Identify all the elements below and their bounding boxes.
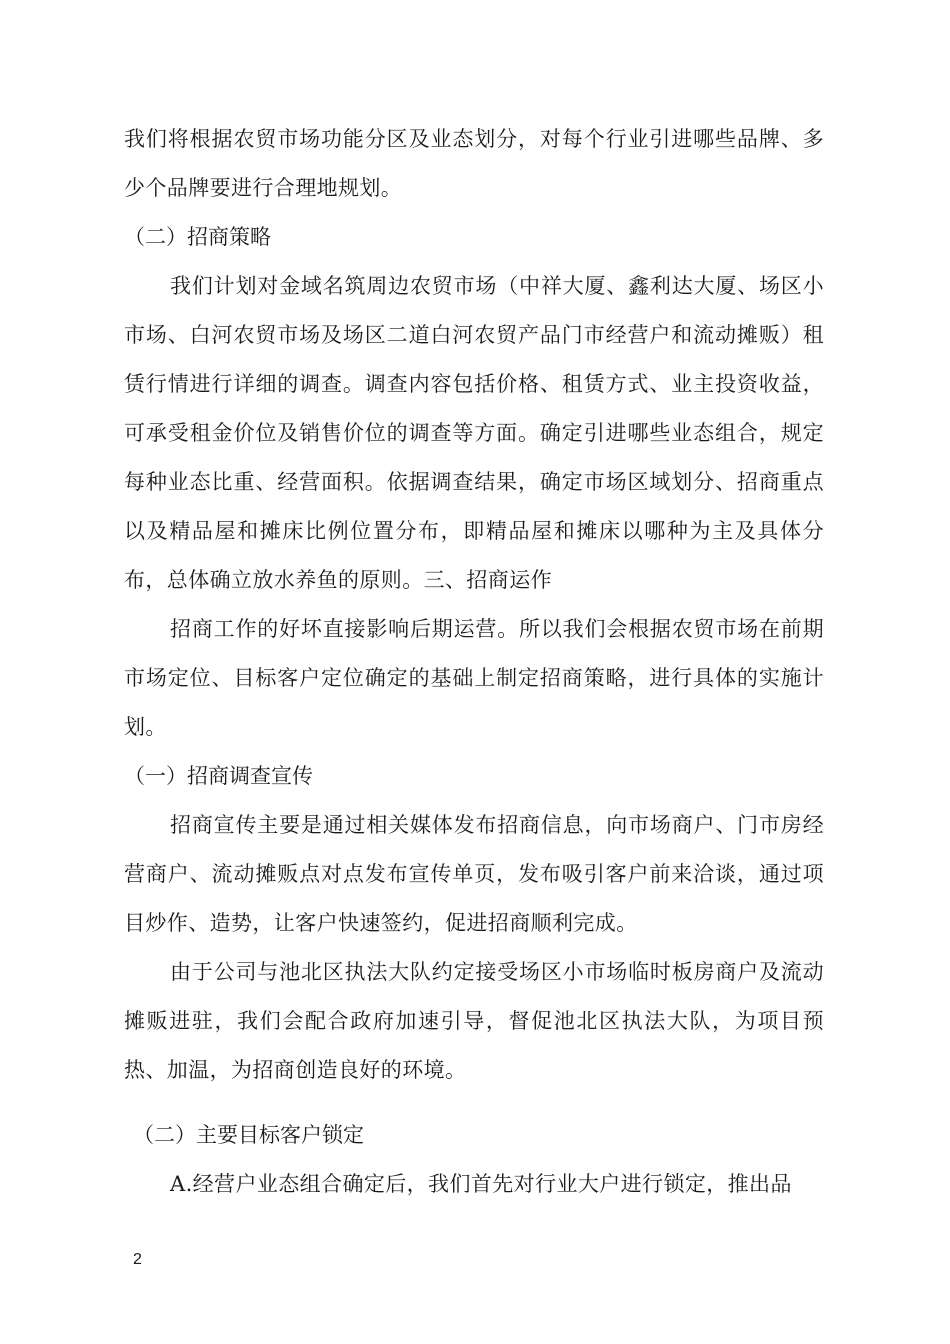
paragraph-tenant-lockin: A.经营户业态组合确定后，我们首先对行业大户进行锁定，推出品	[170, 1172, 792, 1196]
paragraph-promotion-details: 招商宣传主要是通过相关媒体发布招商信息，向市场商户、门市房经营商户、流动摊贩点对点发布宣传单页，发布吸引客户前来洽谈，通过项目炒作、造势，让客户快速签约，促进招商顺利完成。	[124, 813, 824, 935]
paragraph-market-survey: 我们计划对金域名筑周边农贸市场（中祥大厦、鑫利达大厦、场区小市场、白河农贸市场及场区二道白河农贸产品门市经营户和流动摊贩）租赁行情进行详细的调查。调查内容包括价格、租赁方式、业主投资收益，可承受租金价位及销售价位的调查等方面。确定引进哪些业态组合，规定每种业态比重、经营面积。依据调查结果，确定市场区域划分、招商重点以及精品屋和摊床比例位置分布，即精品屋和摊床以哪种为主及具体分布，总体确立放水养鱼的原则。三、招商运作	[124, 274, 824, 592]
paragraph-planning: 我们将根据农贸市场功能分区及业态划分，对每个行业引进哪些品牌、多少个品牌要进行合理地规划。	[124, 127, 824, 200]
page-number: 2	[133, 1251, 142, 1268]
paragraph-government-cooperation: 由于公司与池北区执法大队约定接受场区小市场临时板房商户及流动摊贩进驻，我们会配合政府加速引导，督促池北区执法大队，为项目预热、加温，为招商创造良好的环境。	[124, 960, 824, 1082]
paragraph-investment-operation: 招商工作的好坏直接影响后期运营。所以我们会根据农贸市场在前期市场定位、目标客户定位确定的基础上制定招商策略，进行具体的实施计划。	[124, 617, 824, 739]
heading-investment-strategy: （二）招商策略	[124, 225, 271, 249]
heading-survey-promotion: （一）招商调查宣传	[124, 764, 313, 788]
heading-target-customers: （二）主要目标客户锁定	[133, 1123, 364, 1147]
